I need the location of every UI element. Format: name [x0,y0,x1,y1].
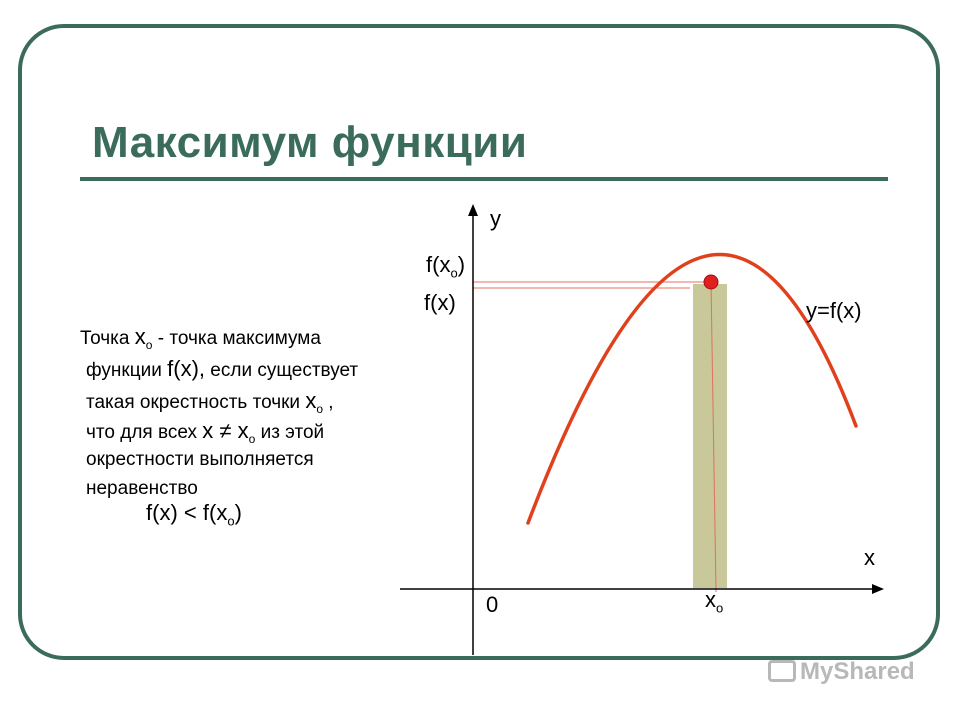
xo-label-sub: o [716,600,724,616]
watermark-text: MyShared [800,658,915,685]
def-sub: o [145,337,153,352]
xo-axis-label [705,587,723,615]
def-var: x ≠ x [202,418,249,443]
presentation-icon [768,660,796,682]
definition-line-5: окрестности выполняется [86,449,314,470]
definition-line-6: неравенство [86,478,198,499]
function-curve [528,255,856,523]
origin-label: 0 [486,592,499,617]
fxo-label-text: f(x [426,252,451,277]
def-var: x [305,388,317,413]
def-sub: o [248,431,256,446]
x-axis-arrow [872,584,884,594]
y-axis-arrow [468,204,478,216]
def-text: - точка максимума [157,328,321,349]
curve-label: y=f(x) [806,298,862,323]
ineq-close: ) [234,500,242,525]
ineq-op: < [183,500,197,525]
def-sub: o [316,401,324,416]
def-text: из этой [260,422,325,443]
def-text: Точка [80,328,130,349]
def-text: функции [86,360,162,381]
def-func: f(x), [167,356,206,381]
fxo-label-sub: o [450,265,458,281]
watermark [768,658,915,686]
def-text: если существует [210,360,359,381]
y-axis-label: y [490,206,501,231]
fx-label: f(x) [424,290,456,315]
def-var: x [134,324,146,349]
ineq-sub: o [227,513,235,529]
neighborhood-band [693,284,727,588]
ineq-right: f(x [202,500,228,525]
def-text: такая окрестность точки [86,392,301,413]
fxo-label [426,252,465,280]
def-text: , [328,392,334,413]
fxo-label-close: ) [457,252,466,277]
maximum-point [704,275,718,289]
ineq-left: f(x) [146,500,178,525]
def-text: что для всех [86,422,198,443]
xo-label-text: x [705,587,716,612]
slide-title: Максимум функции [92,118,528,167]
x-axis-label: x [864,545,875,570]
